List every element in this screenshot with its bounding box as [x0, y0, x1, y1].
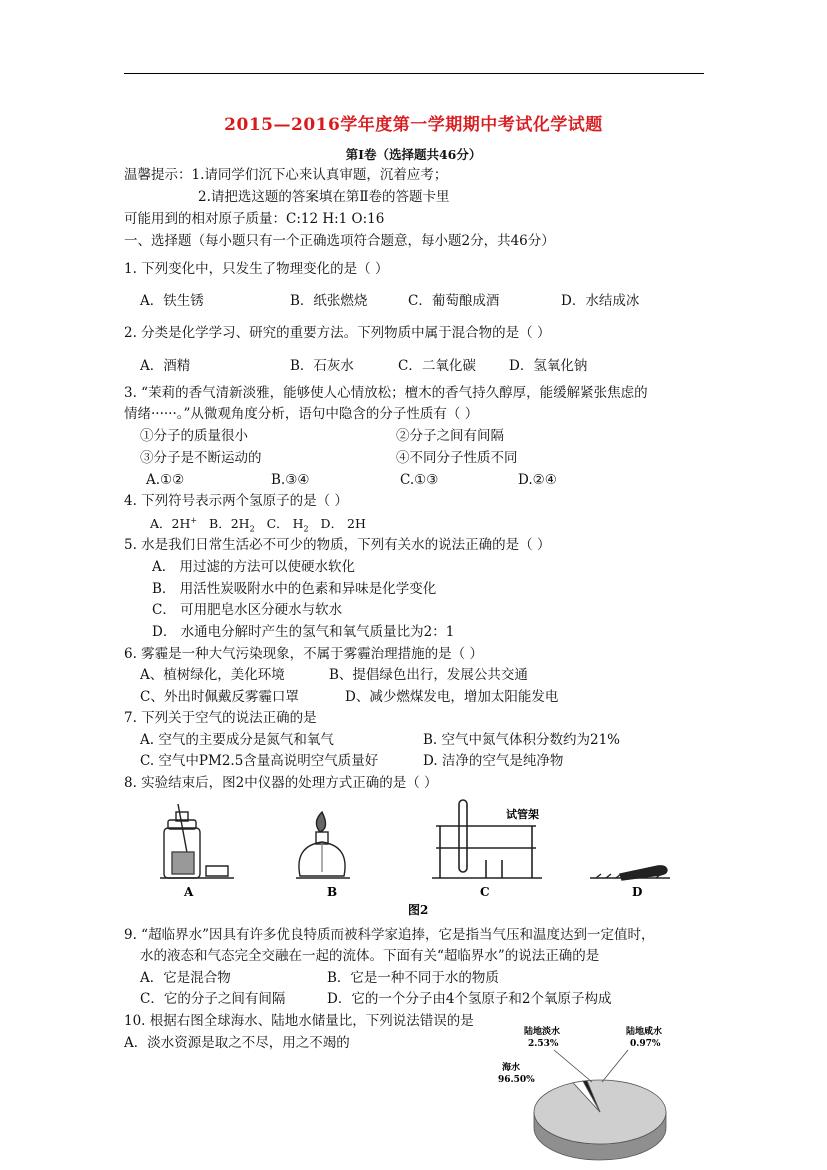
q1-option-b: B．纸张燃烧	[290, 293, 368, 309]
q1-stem: 1. 下列变化中，只发生了物理变化的是（ ）	[124, 261, 389, 277]
q9-option-b: B．它是一种不同于水的物质	[327, 970, 499, 986]
figure-2-lab-apparatus	[150, 798, 670, 920]
q2-option-d: D．氢氧化钠	[509, 358, 588, 374]
q5-option-b: B． 用活性炭吸附水中的色素和异味是化学变化	[152, 581, 437, 597]
q9-stem-1: 9. “超临界水”因具有许多优良特质而被科学家追捧，它是指当气压和温度达到一定值时，	[124, 927, 655, 943]
q3-option-b: B.③④	[271, 472, 310, 488]
q4-options	[150, 516, 366, 534]
q3-statement-4: ④不同分子性质不同	[396, 450, 518, 466]
q6-option-d: D、减少燃煤发电，增加太阳能发电	[345, 689, 559, 705]
pie-value-label-1: 2.53%	[528, 1039, 559, 1049]
tips-line2: 2.请把选这题的答案填在第Ⅱ卷的答题卡里	[198, 189, 450, 205]
pie-label-0: 海水	[502, 1063, 521, 1073]
label-d: D	[632, 885, 643, 899]
q5-option-d: D． 水通电分解时产生的氢气和氧气质量比为2：1	[152, 624, 455, 640]
q5-option-a: A． 用过滤的方法可以使硬水软化	[152, 559, 356, 575]
q3-stem-2: 情绪······。”从微观角度分析，语句中隐含的分子性质有（ ）	[124, 406, 479, 422]
q5-option-c: C． 可用肥皂水区分硬水与软水	[152, 602, 343, 618]
q1-option-a: A．铁生锈	[140, 293, 204, 309]
q5-stem: 5. 水是我们日常生活必不可少的物质，下列有关水的说法正确的是（ ）	[124, 537, 551, 553]
q1-option-c: C．葡萄酿成酒	[408, 293, 500, 309]
pie-value-label-2: 0.97%	[630, 1039, 661, 1049]
q10-stem: 10. 根据右图全球海水、陆地水储量比，下列说法错误的是	[124, 1013, 474, 1029]
tips-line1	[124, 167, 447, 183]
q9-option-a: A．它是混合物	[140, 970, 231, 986]
q2-option-a: A．酒精	[140, 358, 191, 374]
q1-option-d: D．水结成冰	[561, 293, 640, 309]
q4-option-b: B．$2H_2$	[209, 516, 255, 534]
q9-option-d: D．它的一个分子由4个氢原子和2个氧原子构成	[327, 991, 612, 1007]
rack-label: 试管架	[506, 808, 539, 821]
q8-stem: 8. 实验结束后，图2中仪器的处理方式正确的是（ ）	[124, 775, 438, 791]
tips-text1: 1.请同学们沉下心来认真审题，沉着应考；	[191, 167, 448, 183]
apparatus-d-test-tube-on-table	[590, 866, 670, 880]
q9-option-c: C．它的分子之间有间隔	[140, 991, 286, 1007]
q6-option-a: A、植树绿化，美化环境	[140, 667, 285, 683]
q7-option-b: B. 空气中氮气体积分数约为21%	[423, 732, 621, 748]
q6-option-c: C、外出时佩戴反雾霾口罩	[140, 689, 299, 705]
apparatus-a-reagent-jar	[160, 804, 234, 878]
atomic-mass: 可能用到的相对原子质量：C:12 H:1 O:16	[124, 211, 385, 227]
q3-statement-2: ②分子之间有间隔	[396, 428, 504, 444]
q7-stem: 7. 下列关于空气的说法正确的是	[124, 710, 317, 726]
q7-option-d: D. 洁净的空气是纯净物	[423, 753, 564, 769]
q4-option-d: D． 2H	[320, 516, 366, 532]
q3-option-a: A.①②	[146, 472, 185, 488]
water-reserve-pie-chart	[480, 1020, 700, 1165]
q4-option-a: A．2H+	[150, 516, 198, 532]
pie-label-2: 陆地咸水	[626, 1027, 663, 1037]
q10-option-a: A．淡水资源是取之不尽，用之不竭的	[124, 1035, 350, 1051]
exam-title: 2015—2016学年度第一学期期中考试化学试题	[224, 115, 603, 135]
label-a: A	[184, 885, 194, 899]
apparatus-b-alcohol-lamp	[296, 812, 350, 878]
section-title: 第Ⅰ卷（选择题共46分）	[345, 147, 482, 162]
q9-stem-2: 水的液态和气态完全交融在一起的流体。下面有关“超临界水”的说法正确的是	[140, 948, 600, 964]
pie-leader-2	[602, 1050, 628, 1082]
pie-label-1: 陆地淡水	[524, 1027, 561, 1037]
q4-option-c: C． $H_2$	[266, 516, 309, 534]
part1-heading: 一、选择题（每小题只有一个正确选项符合题意，每小题2分，共46分）	[124, 233, 555, 249]
q3-stem-1: 3. “茉莉的香气清新淡雅，能够使人心情放松；檀木的香气持久醇厚，能缓解紧张焦虑的	[124, 385, 648, 401]
q2-option-c: C．二氧化碳	[398, 358, 476, 374]
q7-option-c: C. 空气中PM2.5含量高说明空气质量好	[140, 753, 379, 769]
tips-label: 温馨提示：	[124, 167, 192, 183]
figure-2-label: 图2	[408, 903, 429, 917]
q3-statement-3: ③分子是不断运动的	[140, 450, 262, 466]
header-rule	[124, 73, 704, 74]
q4-stem: 4. 下列符号表示两个氢原子的是（ ）	[124, 493, 348, 509]
label-b: B	[327, 885, 338, 899]
pie-value-label-0: 96.50%	[498, 1075, 535, 1085]
q2-stem: 2. 分类是化学学习、研究的重要方法。下列物质中属于混合物的是（ ）	[124, 325, 551, 341]
q7-option-a: A. 空气的主要成分是氮气和氧气	[140, 732, 334, 748]
q2-option-b: B．石灰水	[290, 358, 354, 374]
q3-option-c: C.①③	[400, 472, 439, 488]
q6-stem: 6. 雾霾是一种大气污染现象，不属于雾霾治理措施的是（ ）	[124, 646, 483, 662]
q6-option-b: B、提倡绿色出行，发展公共交通	[329, 667, 528, 683]
label-c: C	[480, 885, 490, 899]
q3-statement-1: ①分子的质量很小	[140, 428, 248, 444]
pie-leader-1	[554, 1050, 592, 1082]
q3-option-d: D.②④	[518, 472, 557, 488]
